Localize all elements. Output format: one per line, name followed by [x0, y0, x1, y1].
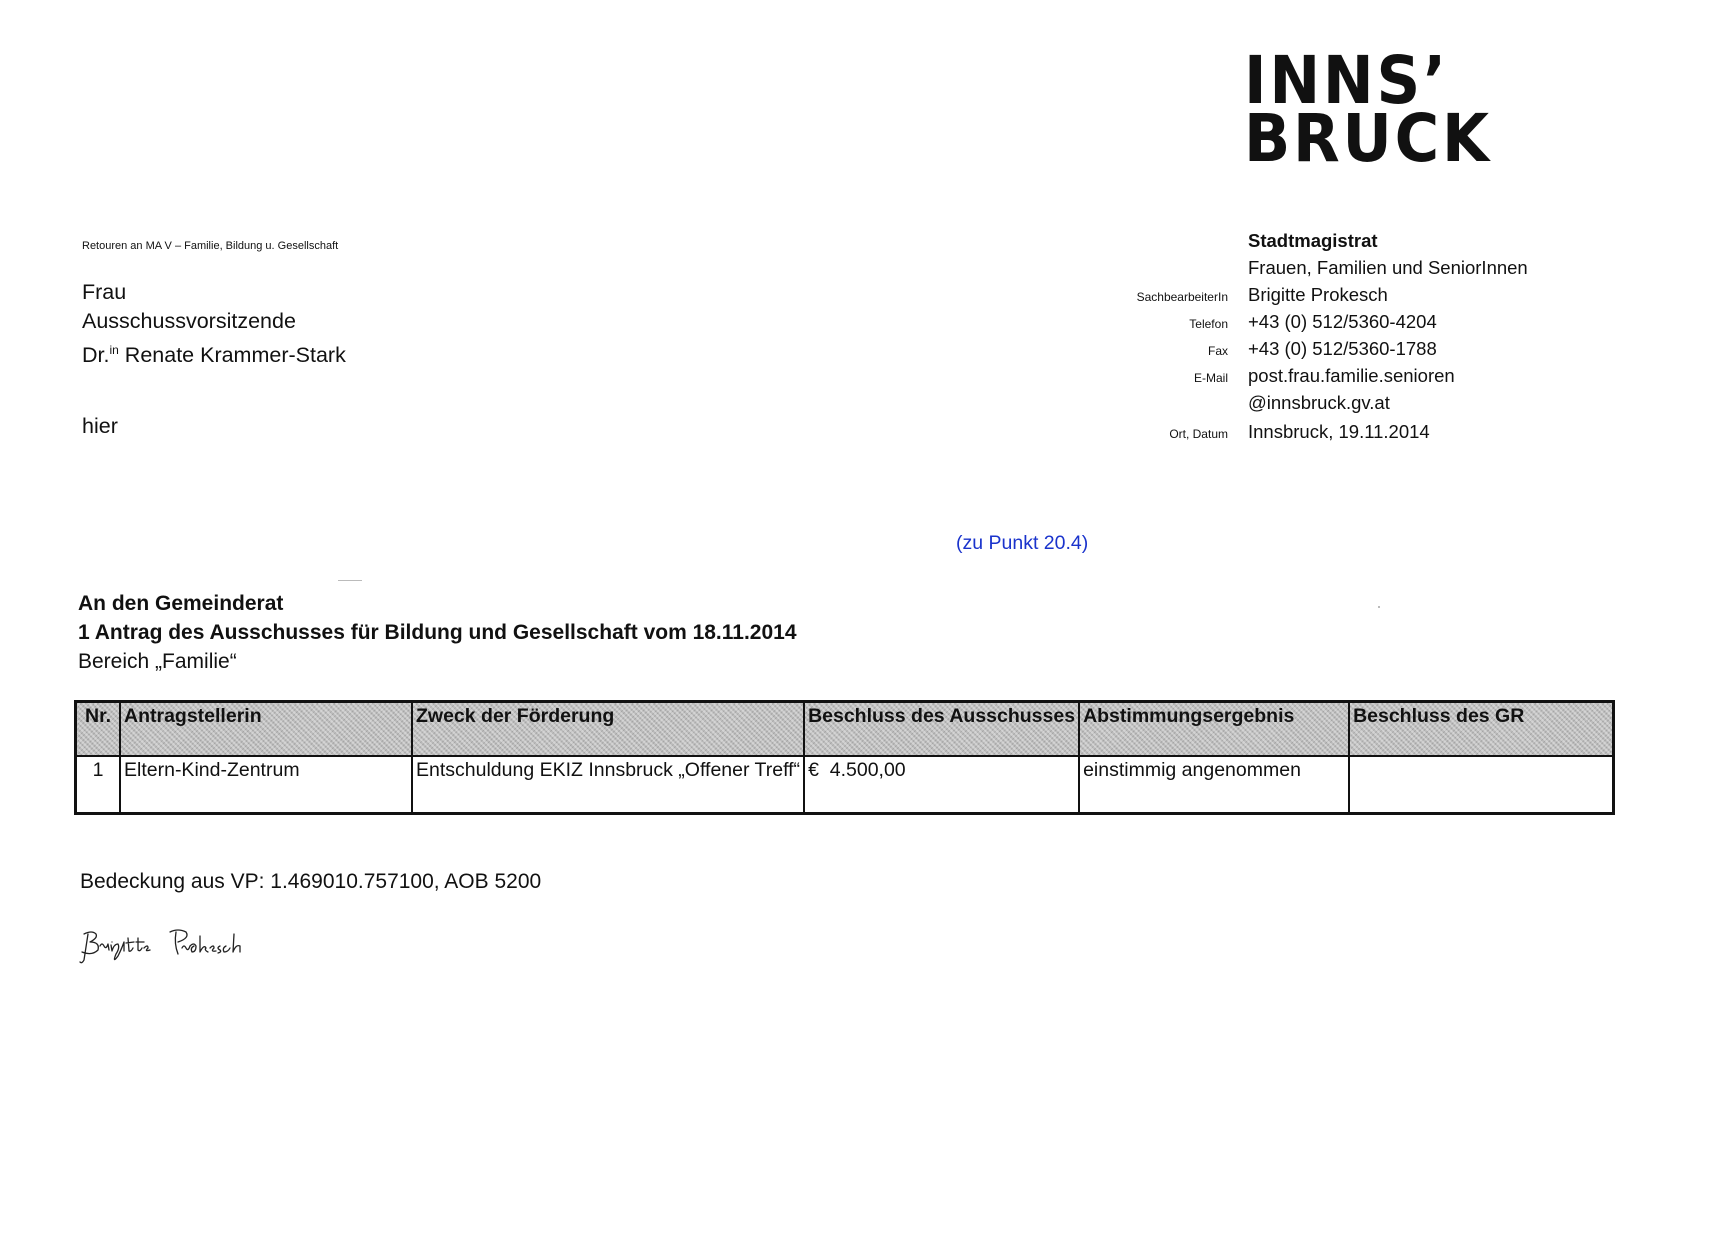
- sender-phone-row: [1000, 311, 1560, 338]
- motion-table: [74, 700, 1615, 815]
- agenda-reference: (zu Punkt 20.4): [956, 532, 1089, 554]
- recipient-block: [82, 278, 346, 370]
- email-label: E-Mail: [1193, 371, 1228, 385]
- return-address: Retouren an MA V – Familie, Bildung u. Gesellschaft: [82, 240, 339, 252]
- col-header-council-decision: Beschluss des GR: [1349, 702, 1614, 757]
- cell-council-decision: [1349, 756, 1614, 814]
- table-header-row: [76, 702, 1614, 757]
- sender-department-row: [1000, 257, 1560, 284]
- sender-office-row: [1000, 230, 1560, 257]
- document-heading: [78, 589, 797, 676]
- phone-label: Telefon: [1189, 317, 1228, 331]
- sender-fax-row: [1000, 338, 1560, 365]
- date-value: Innsbruck, 19.11.2014: [1248, 421, 1430, 442]
- email-value: post.frau.familie.senioren: [1248, 365, 1455, 386]
- sender-date-row: [1000, 421, 1560, 448]
- cell-vote-result: einstimmig angenommen: [1079, 756, 1349, 814]
- sender-department: Frauen, Familien und SeniorInnen: [1248, 257, 1528, 278]
- col-header-applicant: Antragstellerin: [120, 702, 412, 757]
- heading-area: Bereich „Familie“: [78, 650, 237, 673]
- recipient-location: hier: [82, 414, 118, 438]
- recipient-title-suffix: in: [109, 343, 119, 357]
- col-header-vote-result: Abstimmungsergebnis: [1079, 702, 1349, 757]
- table-row: [76, 756, 1614, 814]
- cell-amount: € 4.500,00: [804, 756, 1079, 814]
- recipient-fullname: Renate Krammer-Stark: [118, 343, 346, 367]
- recipient-name: [82, 336, 346, 370]
- cell-purpose: Entschuldung EKIZ Innsbruck „Offener Treff“: [412, 756, 804, 814]
- handwritten-signature: [78, 920, 278, 975]
- sender-email-row: [1000, 365, 1560, 392]
- recipient-role: Ausschussvorsitzende: [82, 309, 296, 333]
- budget-coverage: Bedeckung aus VP: 1.469010.757100, AOB 5200: [80, 870, 542, 893]
- date-label: Ort, Datum: [1169, 427, 1228, 441]
- email-domain: @innsbruck.gv.at: [1248, 392, 1390, 413]
- signature-drawing: [78, 920, 278, 970]
- clerk-label: SachbearbeiterIn: [1136, 290, 1228, 304]
- cell-applicant: Eltern-Kind-Zentrum: [120, 756, 412, 814]
- logo-line-2: BRUCK: [1244, 100, 1492, 177]
- sender-block: [1000, 230, 1560, 448]
- recipient-title: Dr.: [82, 343, 110, 367]
- col-header-purpose: Zweck der Förderung: [412, 702, 804, 757]
- fax-label: Fax: [1207, 344, 1228, 358]
- sender-clerk-row: [1000, 284, 1560, 311]
- clerk-name: Brigitte Prokesch: [1248, 284, 1388, 305]
- phone-value: +43 (0) 512/5360-4204: [1248, 311, 1437, 332]
- sender-office: Stadtmagistrat: [1248, 230, 1378, 251]
- sender-email-row-2: [1000, 392, 1560, 419]
- heading-subject: 1 Antrag des Ausschusses für Bildung und Gesellschaft vom 18.11.2014: [78, 621, 797, 644]
- heading-addressee: An den Gemeinderat: [78, 592, 284, 615]
- recipient-salutation: Frau: [82, 280, 127, 304]
- logo-line-1: INNS’: [1244, 42, 1449, 119]
- cell-nr: 1: [76, 756, 121, 814]
- col-header-nr: Nr.: [76, 702, 121, 757]
- fax-value: +43 (0) 512/5360-1788: [1248, 338, 1437, 359]
- col-header-committee-decision: Beschluss des Ausschusses: [804, 702, 1079, 757]
- motion-table-wrapper: [74, 700, 1615, 815]
- innsbruck-logo: [1244, 42, 1492, 177]
